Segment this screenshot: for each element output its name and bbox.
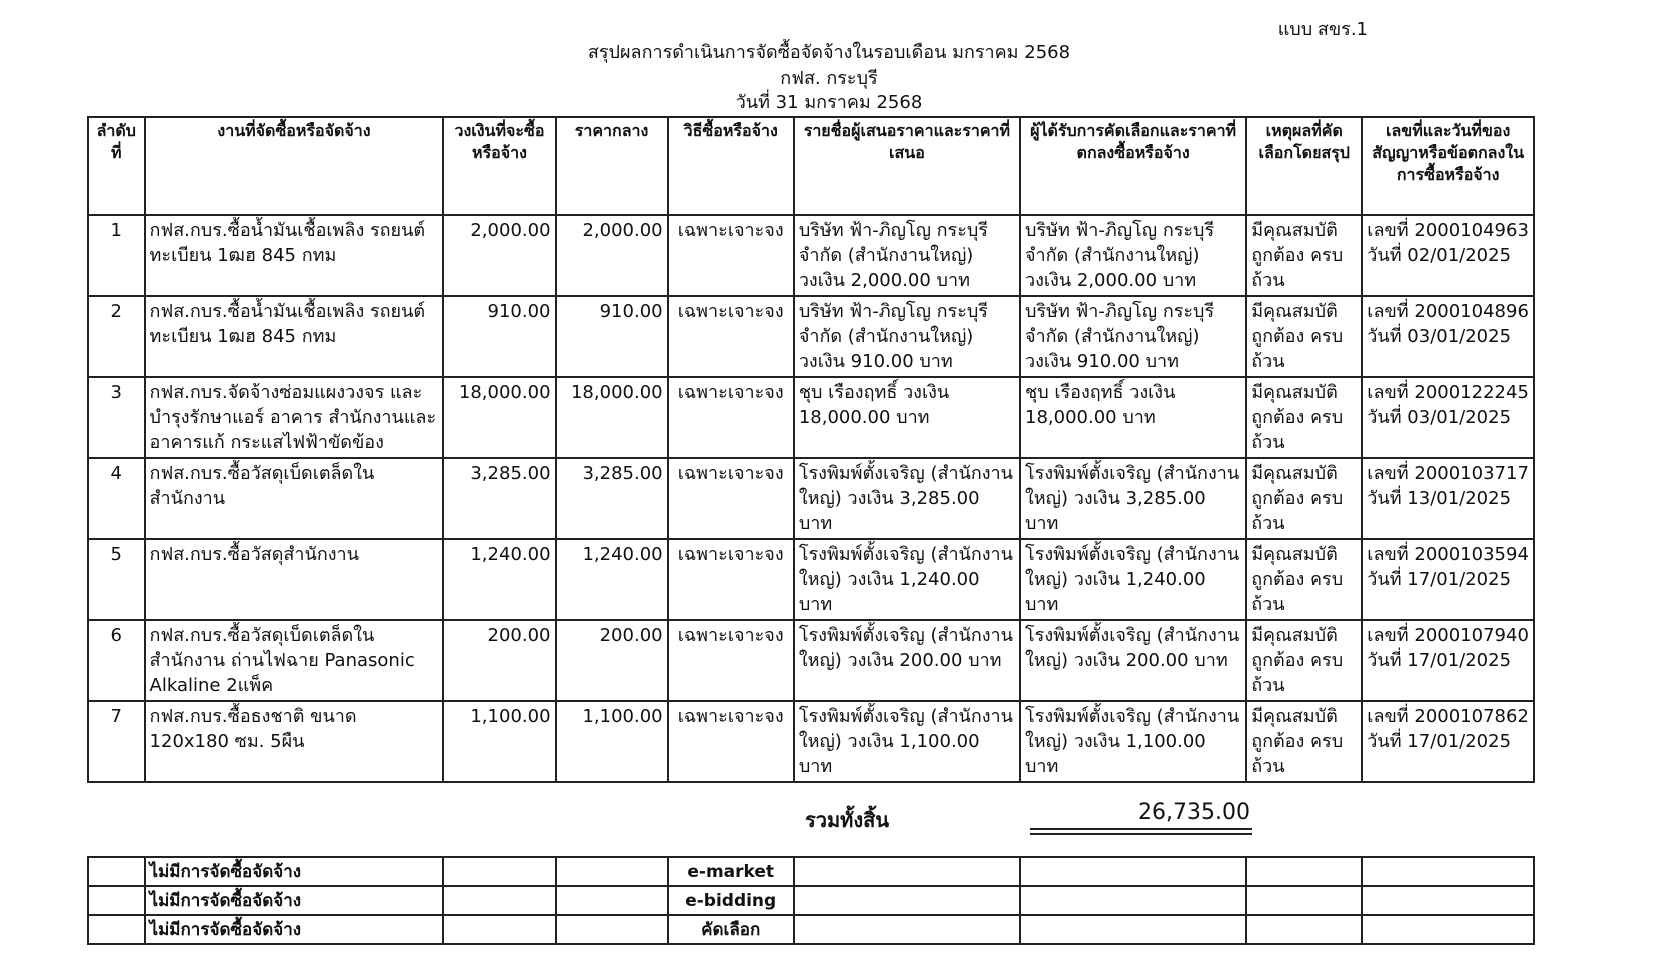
- cell-method: เฉพาะเจาะจง: [668, 377, 794, 458]
- cell-no: 6: [88, 620, 145, 701]
- footer-empty-cell: [1246, 857, 1362, 886]
- cell-winner: บริษัท ฟ้า-ภิญโญ กระบุรี จำกัด (สำนักงานใหญ่) วงเงิน 2,000.00 บาท: [1020, 215, 1246, 296]
- cell-item: กฟส.กบร.ซื้อวัสดุสำนักงาน: [145, 539, 444, 620]
- footer-empty-cell: [1246, 886, 1362, 915]
- table-row: [88, 701, 1534, 782]
- footer-empty-cell: [88, 915, 145, 944]
- cell-contract: เลขที่ 2000103594 วันที่ 17/01/2025: [1362, 539, 1534, 620]
- document-title: สรุปผลการดำเนินการจัดซื้อจัดจ้างในรอบเดือน มกราคม 2568: [587, 42, 1071, 63]
- footer-empty-cell: [1362, 886, 1534, 915]
- footer-empty-cell: [443, 915, 555, 944]
- footer-empty-cell: [556, 915, 668, 944]
- total-label: รวมทั้งสิ้น: [805, 808, 889, 832]
- col-header-winner: ผู้ได้รับการคัดเลือกและราคาที่ตกลงซื้อหรือจ้าง: [1020, 117, 1246, 215]
- cell-reason: มีคุณสมบัติ ถูกต้อง ครบถ้วน: [1246, 539, 1362, 620]
- cell-contract: เลขที่ 2000104896 วันที่ 03/01/2025: [1362, 296, 1534, 377]
- document-date: วันที่ 31 มกราคม 2568: [735, 92, 923, 113]
- table-row: [88, 458, 1534, 539]
- cell-method: เฉพาะเจาะจง: [668, 539, 794, 620]
- cell-contract: เลขที่ 2000107862 วันที่ 17/01/2025: [1362, 701, 1534, 782]
- cell-method: เฉพาะเจาะจง: [668, 701, 794, 782]
- cell-item: กฟส.กบร.จัดจ้างซ่อมแผงวงจร และบำรุงรักษาแอร์ อาคาร สำนักงานและอาคารแก้ กระแสไฟฟ้าขัดข้อง: [145, 377, 444, 458]
- cell-no: 1: [88, 215, 145, 296]
- cell-winner: โรงพิมพ์ตั้งเจริญ (สำนักงานใหญ่) วงเงิน 1,240.00 บาท: [1020, 539, 1246, 620]
- cell-item: กฟส.กบร.ซื้อวัสดุเบ็ดเตล็ดใน สำนักงาน ถ่านไฟฉาย Panasonic Alkaline 2แพ็ค: [145, 620, 444, 701]
- footer-note: ไม่มีการจัดซื้อจัดจ้าง: [145, 857, 444, 886]
- footer-empty-cell: [1020, 857, 1246, 886]
- cell-median: 18,000.00: [556, 377, 668, 458]
- col-header-method: วิธีซื้อหรือจ้าง: [668, 117, 794, 215]
- cell-median: 910.00: [556, 296, 668, 377]
- cell-reason: มีคุณสมบัติ ถูกต้อง ครบถ้วน: [1246, 620, 1362, 701]
- table-row: [88, 296, 1534, 377]
- cell-no: 4: [88, 458, 145, 539]
- cell-winner: โรงพิมพ์ตั้งเจริญ (สำนักงานใหญ่) วงเงิน 200.00 บาท: [1020, 620, 1246, 701]
- cell-winner: โรงพิมพ์ตั้งเจริญ (สำนักงานใหญ่) วงเงิน 1,100.00 บาท: [1020, 701, 1246, 782]
- footer-row: [88, 886, 1534, 915]
- cell-bidders: ชุบ เรืองฤทธิ์ วงเงิน 18,000.00 บาท: [794, 377, 1020, 458]
- cell-budget: 18,000.00: [443, 377, 555, 458]
- table-header-row: [88, 117, 1534, 215]
- col-header-median: ราคากลาง: [556, 117, 668, 215]
- cell-winner: โรงพิมพ์ตั้งเจริญ (สำนักงานใหญ่) วงเงิน 3,285.00 บาท: [1020, 458, 1246, 539]
- cell-method: เฉพาะเจาะจง: [668, 620, 794, 701]
- footer-empty-cell: [443, 857, 555, 886]
- cell-median: 3,285.00: [556, 458, 668, 539]
- cell-reason: มีคุณสมบัติ ถูกต้อง ครบถ้วน: [1246, 215, 1362, 296]
- col-header-item: งานที่จัดซื้อหรือจัดจ้าง: [145, 117, 444, 215]
- cell-contract: เลขที่ 2000107940 วันที่ 17/01/2025: [1362, 620, 1534, 701]
- cell-reason: มีคุณสมบัติ ถูกต้อง ครบถ้วน: [1246, 458, 1362, 539]
- col-header-reason: เหตุผลที่คัดเลือกโดยสรุป: [1246, 117, 1362, 215]
- footer-empty-cell: [88, 886, 145, 915]
- cell-method: เฉพาะเจาะจง: [668, 458, 794, 539]
- cell-bidders: บริษัท ฟ้า-ภิญโญ กระบุรี จำกัด (สำนักงานใหญ่) วงเงิน 2,000.00 บาท: [794, 215, 1020, 296]
- table-row: [88, 377, 1534, 458]
- cell-item: กฟส.กบร.ซื้อวัสดุเบ็ดเตล็ดใน สำนักงาน: [145, 458, 444, 539]
- footer-method: e-bidding: [668, 886, 794, 915]
- cell-median: 1,240.00: [556, 539, 668, 620]
- total-double-underline: [1030, 833, 1252, 835]
- cell-budget: 910.00: [443, 296, 555, 377]
- footer-empty-cell: [1246, 915, 1362, 944]
- cell-method: เฉพาะเจาะจง: [668, 296, 794, 377]
- total-value: 26,735.00: [1138, 800, 1250, 825]
- col-header-budget: วงเงินที่จะซื้อหรือจ้าง: [443, 117, 555, 215]
- col-header-bidders: รายชื่อผู้เสนอราคาและราคาที่เสนอ: [794, 117, 1020, 215]
- cell-contract: เลขที่ 2000104963 วันที่ 02/01/2025: [1362, 215, 1534, 296]
- col-header-contract: เลขที่และวันที่ของสัญญาหรือข้อตกลงในการซื้อหรือจ้าง: [1362, 117, 1534, 215]
- footer-empty-cell: [1362, 857, 1534, 886]
- footer-row: [88, 857, 1534, 886]
- cell-median: 1,100.00: [556, 701, 668, 782]
- footer-note: ไม่มีการจัดซื้อจัดจ้าง: [145, 915, 444, 944]
- cell-contract: เลขที่ 2000122245 วันที่ 03/01/2025: [1362, 377, 1534, 458]
- cell-winner: บริษัท ฟ้า-ภิญโญ กระบุรี จำกัด (สำนักงานใหญ่) วงเงิน 910.00 บาท: [1020, 296, 1246, 377]
- cell-bidders: โรงพิมพ์ตั้งเจริญ (สำนักงานใหญ่) วงเงิน 1,240.00 บาท: [794, 539, 1020, 620]
- cell-item: กฟส.กบร.ซื้อน้ำมันเชื้อเพลิง รถยนต์ทะเบียน 1ฒฮ 845 กทม: [145, 215, 444, 296]
- cell-contract: เลขที่ 2000103717 วันที่ 13/01/2025: [1362, 458, 1534, 539]
- cell-winner: ชุบ เรืองฤทธิ์ วงเงิน 18,000.00 บาท: [1020, 377, 1246, 458]
- footer-empty-cell: [556, 857, 668, 886]
- procurement-table: [87, 116, 1535, 783]
- cell-item: กฟส.กบร.ซื้อน้ำมันเชื้อเพลิง รถยนต์ทะเบียน 1ฒฮ 845 กทม: [145, 296, 444, 377]
- cell-budget: 200.00: [443, 620, 555, 701]
- footer-empty-cell: [556, 886, 668, 915]
- cell-budget: 2,000.00: [443, 215, 555, 296]
- col-header-no: ลำดับที่: [88, 117, 145, 215]
- footer-empty-cell: [1020, 886, 1246, 915]
- footer-empty-cell: [794, 857, 1020, 886]
- footer-empty-cell: [1020, 915, 1246, 944]
- cell-median: 200.00: [556, 620, 668, 701]
- cell-bidders: โรงพิมพ์ตั้งเจริญ (สำนักงานใหญ่) วงเงิน 1,100.00 บาท: [794, 701, 1020, 782]
- cell-no: 7: [88, 701, 145, 782]
- organization-name: กฟส. กระบุรี: [780, 68, 878, 89]
- table-row: [88, 215, 1534, 296]
- cell-bidders: โรงพิมพ์ตั้งเจริญ (สำนักงานใหญ่) วงเงิน 3,285.00 บาท: [794, 458, 1020, 539]
- cell-reason: มีคุณสมบัติ ถูกต้อง ครบถ้วน: [1246, 701, 1362, 782]
- table-row: [88, 539, 1534, 620]
- table-row: [88, 620, 1534, 701]
- total-underline: [1030, 828, 1252, 830]
- footer-method: คัดเลือก: [668, 915, 794, 944]
- footer-empty-cell: [443, 886, 555, 915]
- cell-budget: 1,240.00: [443, 539, 555, 620]
- cell-median: 2,000.00: [556, 215, 668, 296]
- cell-item: กฟส.กบร.ซื้อธงชาติ ขนาด 120x180 ซม. 5ผืน: [145, 701, 444, 782]
- cell-reason: มีคุณสมบัติ ถูกต้อง ครบถ้วน: [1246, 377, 1362, 458]
- cell-bidders: โรงพิมพ์ตั้งเจริญ (สำนักงานใหญ่) วงเงิน 200.00 บาท: [794, 620, 1020, 701]
- cell-budget: 3,285.00: [443, 458, 555, 539]
- footer-empty-cell: [794, 915, 1020, 944]
- cell-no: 5: [88, 539, 145, 620]
- footer-empty-cell: [88, 857, 145, 886]
- cell-bidders: บริษัท ฟ้า-ภิญโญ กระบุรี จำกัด (สำนักงานใหญ่) วงเงิน 910.00 บาท: [794, 296, 1020, 377]
- cell-budget: 1,100.00: [443, 701, 555, 782]
- method-summary-table: [87, 856, 1535, 945]
- footer-note: ไม่มีการจัดซื้อจัดจ้าง: [145, 886, 444, 915]
- footer-row: [88, 915, 1534, 944]
- form-code: แบบ สขร.1: [1277, 19, 1368, 40]
- footer-method: e-market: [668, 857, 794, 886]
- cell-reason: มีคุณสมบัติ ถูกต้อง ครบถ้วน: [1246, 296, 1362, 377]
- cell-no: 2: [88, 296, 145, 377]
- cell-no: 3: [88, 377, 145, 458]
- footer-empty-cell: [794, 886, 1020, 915]
- footer-empty-cell: [1362, 915, 1534, 944]
- cell-method: เฉพาะเจาะจง: [668, 215, 794, 296]
